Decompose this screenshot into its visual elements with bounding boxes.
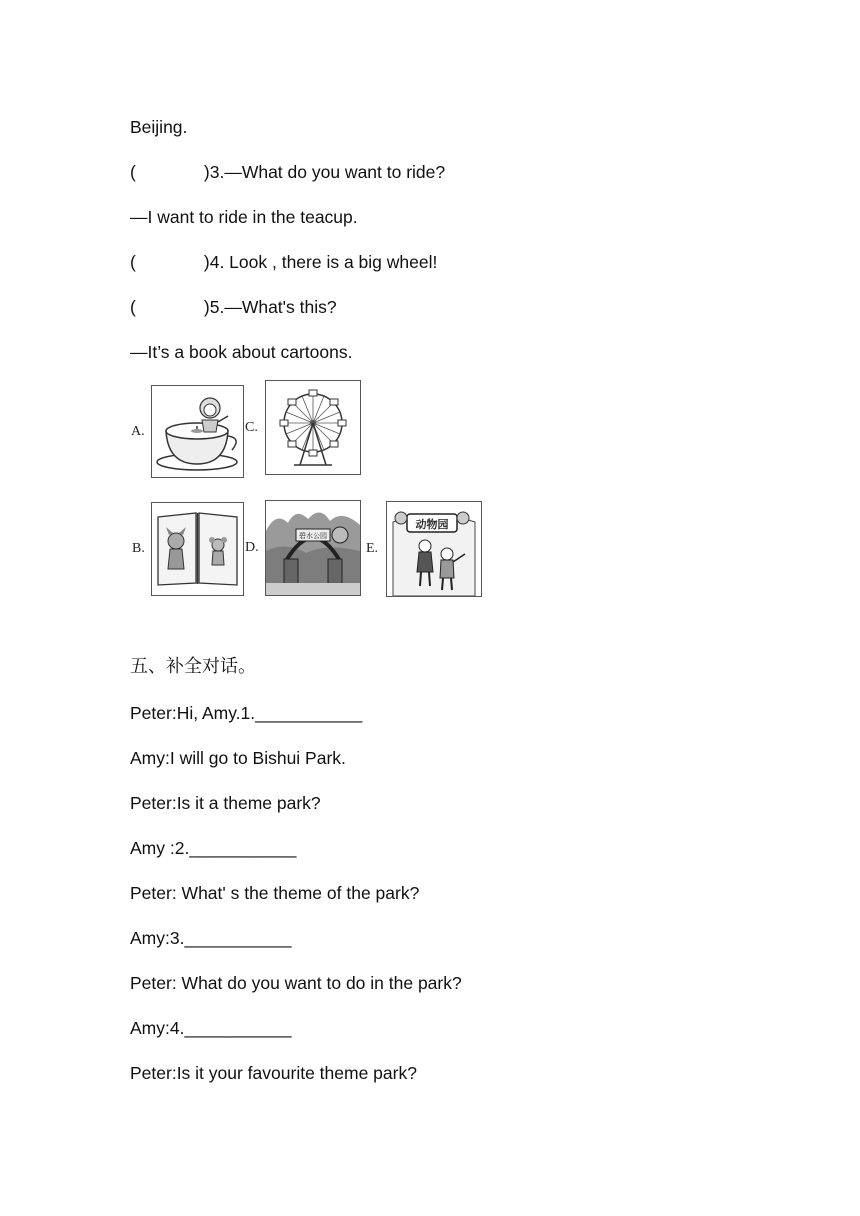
picture-d-park-gate — [265, 500, 361, 596]
dialogue-line: Peter:Is it your favourite theme park? — [130, 1063, 417, 1083]
picture-a-teacup — [151, 385, 244, 478]
label-a: A. — [131, 424, 145, 439]
label-d: D. — [245, 540, 259, 555]
park-sign-text: 碧水公园 — [299, 532, 327, 540]
section-5-heading: 五、补全对话。 — [130, 656, 256, 677]
zoo-sign-text: 动物园 — [415, 518, 449, 531]
answer-3: —I want to ride in the teacup. — [130, 207, 358, 227]
question-4: ( )4. Look , there is a big wheel! — [130, 252, 438, 272]
picture-b-cartoon-book — [151, 502, 244, 596]
label-b: B. — [132, 541, 145, 556]
dialogue-line: Amy :2.___________ — [130, 838, 297, 858]
dialogue-line: Amy:4.___________ — [130, 1018, 292, 1038]
question-3: ( )3.—What do you want to ride? — [130, 162, 446, 182]
picture-e-zoo — [386, 501, 482, 597]
picture-c-big-wheel — [265, 380, 361, 475]
dialogue-line: Peter: What do you want to do in the park? — [130, 973, 462, 993]
dialogue-line: Peter:Is it a theme park? — [130, 793, 321, 813]
label-e: E. — [366, 541, 379, 556]
text-line-beijing: Beijing. — [130, 117, 188, 137]
question-5: ( )5.—What's this? — [130, 297, 337, 317]
dialogue-line: Amy:3.___________ — [130, 928, 292, 948]
answer-5: —It’s a book about cartoons. — [130, 342, 353, 362]
dialogue-line: Amy:I will go to Bishui Park. — [130, 748, 346, 768]
dialogue-line: Peter: What' s the theme of the park? — [130, 883, 420, 903]
label-c: C. — [245, 420, 258, 435]
dialogue-line: Peter:Hi, Amy.1.___________ — [130, 703, 363, 723]
